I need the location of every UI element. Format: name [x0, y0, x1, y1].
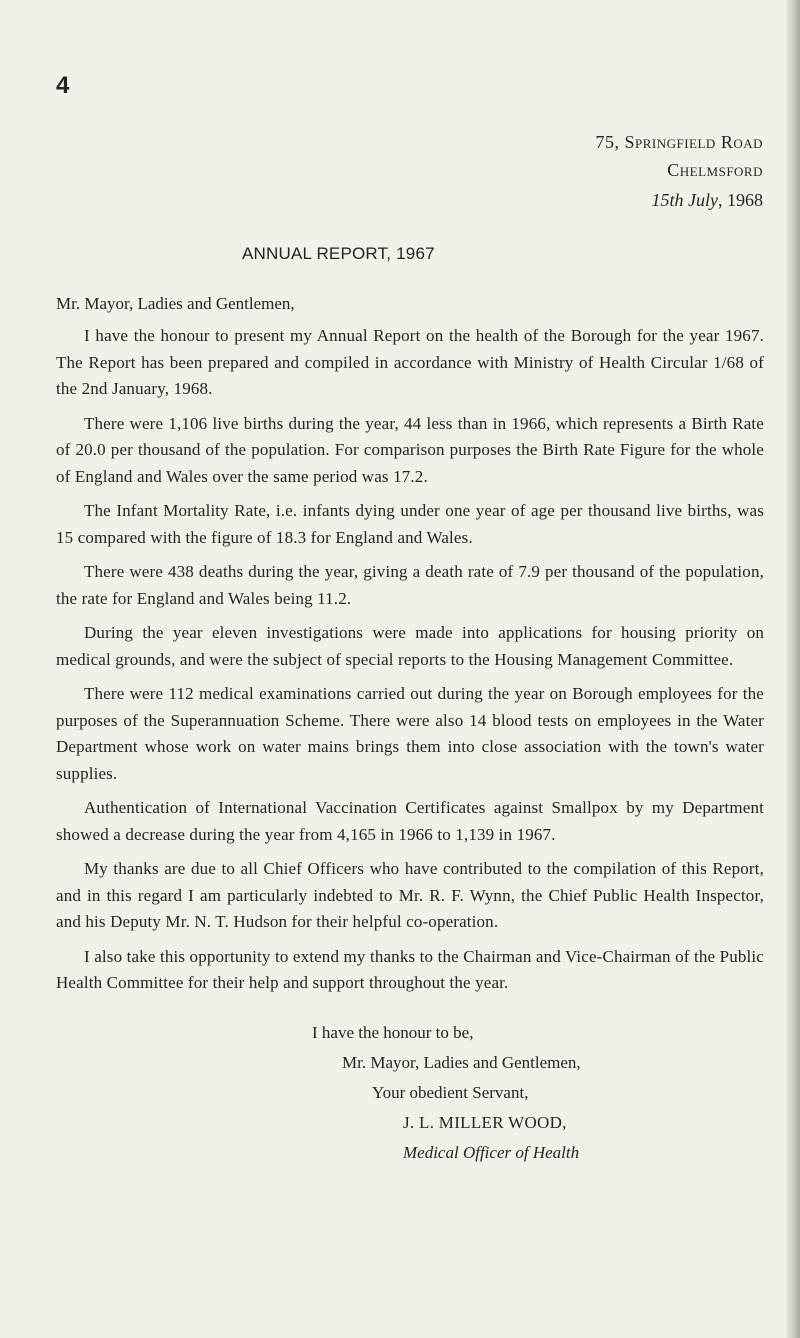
- letter-date-year: 1968: [727, 190, 763, 210]
- paragraph-introduction: I have the honour to present my Annual Report on the health of the Borough for the year 1967. The Report has been prepared and compiled in accordance with Ministry of Health Circular 1/68 of the 2nd January, 1968.: [56, 326, 764, 398]
- report-body: [56, 292, 764, 1005]
- paragraph-thanks-committee: I also take this opportunity to extend my thanks to the Chairman and Vice-Chairman of the Public Health Committee for their help and support throughout the year.: [56, 946, 764, 992]
- letter-date: 15th July, 1968: [651, 190, 763, 210]
- report-title: ANNUAL REPORT, 1967: [242, 244, 435, 263]
- paragraph-deaths: There were 438 deaths during the year, giving a death rate of 7.9 per thousand of the population, the rate for England and Wales being 11.2.: [56, 562, 764, 608]
- paragraph-medical-examinations: There were 112 medical examinations carried out during the year on Borough employees for the purposes of the Superannuation Scheme. There were also 14 blood tests on employees in the Water Department whose work on water mains brings them into close association with the town's water supplies.: [56, 684, 764, 783]
- address-town: Chelmsford: [667, 160, 763, 180]
- closing-block: [0, 1018, 800, 1168]
- letter-date-day: 15th July: [651, 190, 718, 210]
- paragraph-thanks-officers: My thanks are due to all Chief Officers who have contributed to the compilation of this Report, and in this regard I am particularly indebted to Mr. R. F. Wynn, the Chief Public Health Inspector, and his Deputy Mr. N. T. Hudson for their helpful co-operation.: [56, 859, 764, 931]
- signature-name: J. L. MILLER WOOD,: [403, 1113, 567, 1132]
- paragraph-vaccination: Authentication of International Vaccination Certificates against Smallpox by my Department showed a decrease during the year from 4,165 in 1966 to 1,139 in 1967.: [56, 798, 764, 844]
- signature-position: Medical Officer of Health: [403, 1143, 580, 1162]
- closing-line: I have the honour to be,: [312, 1023, 474, 1042]
- salutation: Mr. Mayor, Ladies and Gentlemen,: [56, 294, 295, 313]
- closing-servant-line: Your obedient Servant,: [372, 1083, 529, 1102]
- paragraph-births: There were 1,106 live births during the year, 44 less than in 1966, which represents a Birth Rate of 20.0 per thousand of the population. For comparison purposes the Birth Rate Figure for the whole of England and Wales over the same period was 17.2.: [56, 413, 764, 486]
- paragraph-infant-mortality: The Infant Mortality Rate, i.e. infants dying under one year of age per thousand live births, was 15 compared with the figure of 18.3 for England and Wales.: [56, 501, 764, 547]
- closing-address-line: Mr. Mayor, Ladies and Gentlemen,: [342, 1053, 581, 1072]
- paragraph-housing: During the year eleven investigations were made into applications for housing priority on medical grounds, and were the subject of special reports to the Housing Management Committee.: [56, 623, 764, 669]
- page-number: 4: [56, 72, 70, 99]
- address-street: 75, Springfield Road: [595, 132, 763, 152]
- sender-address: [0, 128, 763, 214]
